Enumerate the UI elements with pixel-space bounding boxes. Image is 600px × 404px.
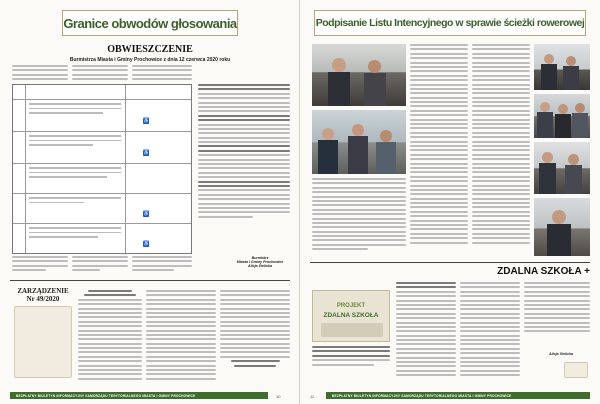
right-signature-name: Alicja Sielicka (549, 352, 573, 356)
photo-meeting-4 (534, 198, 590, 256)
photo-meeting-3 (534, 142, 590, 194)
section-title: ZDALNA SZKOŁA + (497, 266, 590, 277)
regulation-column-2 (146, 290, 216, 382)
notice-subtitle: Burmistrza Miasta i Gminy Prochowice z dnia 12 czerwca 2020 roku (69, 57, 231, 63)
article-column-0 (312, 178, 406, 254)
intro-column-3 (132, 65, 192, 82)
left-header-text: Granice obwodów głosowania (63, 15, 237, 31)
decorative-frame (564, 362, 588, 378)
poster-line-1: PROJEKT (336, 303, 366, 309)
notice-title: OBWIESZCZENIE (107, 44, 193, 55)
photo-signing-1 (312, 44, 406, 106)
wheelchair-icon: ♿ (143, 118, 150, 124)
right-page-header (314, 10, 586, 36)
signature-name: Alicja Sielicka (248, 264, 272, 268)
regulation-heading (12, 287, 74, 303)
right-page-number: 11 (310, 394, 315, 399)
section-divider (10, 280, 290, 281)
regulation-column-3 (220, 290, 290, 382)
notice-signature (230, 256, 290, 268)
table-cell-lines (29, 103, 121, 117)
photo-meeting-1 (534, 44, 590, 90)
photo-meeting-2 (534, 94, 590, 138)
school-column-3 (524, 282, 590, 342)
article-column-2 (472, 44, 530, 254)
regulation-title: ZARZĄDZENIE (17, 287, 69, 295)
voting-districts-table (12, 84, 192, 254)
signature-org: Miasta i Gminy Prochowice (236, 260, 284, 264)
wheelchair-row-3 (143, 211, 183, 217)
article-column-1 (410, 44, 468, 254)
photo-signing-2 (312, 110, 406, 174)
poster-line-2: ZDALNA SZKOŁA (323, 312, 379, 319)
project-poster (312, 290, 390, 342)
right-page (300, 0, 600, 404)
decorative-frame (14, 306, 72, 378)
right-footer-text: BEZPŁATNY BIULETYN INFORMACYJNY SAMORZĄDU TERYTORIALNEGO MIASTA I GMINY PROCHOWICE (332, 393, 512, 398)
intro-column-2 (72, 65, 128, 82)
left-page-number: 10 (276, 394, 281, 399)
section-divider (310, 262, 590, 263)
left-footer-text: BEZPŁATNY BIULETYN INFORMACYJNY SAMORZĄDU TERYTORIALNEGO MIASTA I GMINY PROCHOWICE (16, 393, 196, 398)
wheelchair-icon: ♿ (143, 211, 150, 217)
notice-text-column (198, 84, 290, 254)
wheelchair-row-4 (143, 241, 183, 247)
poster-caption (312, 346, 390, 378)
wheelchair-icon: ♿ (143, 150, 150, 156)
wheelchair-row-2 (143, 150, 183, 156)
regulation-column-1 (78, 290, 142, 382)
school-column-2 (460, 282, 520, 378)
school-column-1 (396, 282, 456, 378)
wheelchair-icon: ♿ (143, 241, 150, 247)
left-page-header (62, 10, 238, 36)
wheelchair-row-1 (143, 118, 183, 124)
left-footer (10, 392, 268, 399)
right-footer (326, 392, 590, 399)
regulation-number: Nr 49/2020 (26, 295, 60, 303)
intro-column-1 (12, 65, 68, 82)
signature-title: Burmistrz (251, 256, 269, 260)
right-header-text: Podpisanie Listu Intencyjnego w sprawie ścieżki rowerowej (315, 17, 585, 29)
